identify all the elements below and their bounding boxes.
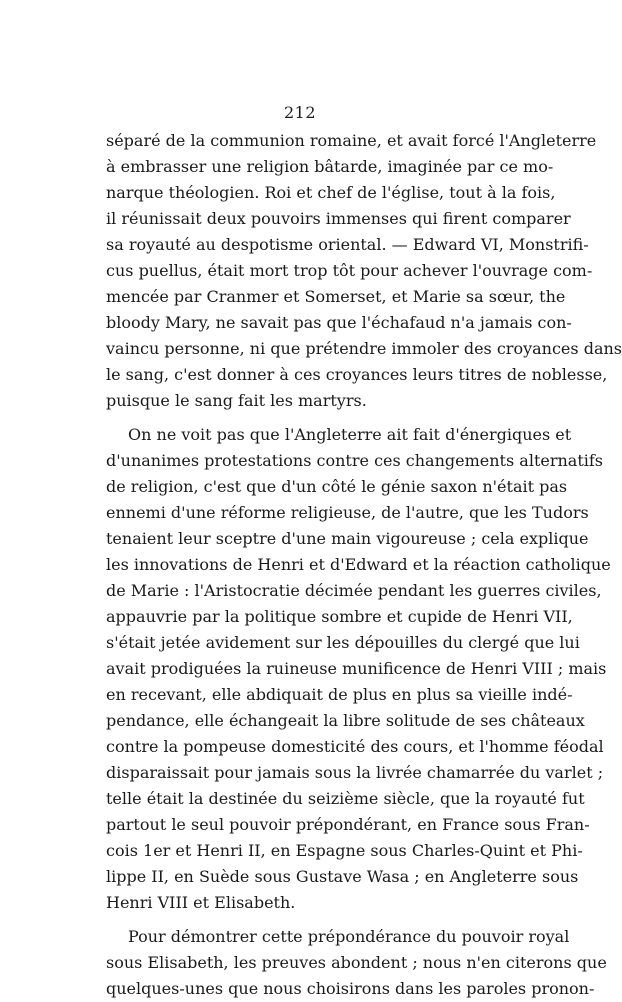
text-line: puisque le sang fait les martyrs. — [106, 391, 367, 410]
text-line: telle était la destinée du seizième siècle, que la royauté fut — [106, 789, 585, 808]
text-line: de religion, c'est que d'un côté le génie saxon n'était pas — [106, 477, 568, 496]
text-line: contre la pompeuse domesticité des cours, et l'homme féodal — [106, 737, 604, 756]
text-line: pendance, elle échangeait la libre solitude de ses châteaux — [106, 711, 585, 730]
text-line: s'était jetée avidement sur les dépouilles du clergé que lui — [106, 633, 580, 652]
text-line: partout le seul pouvoir prépondérant, en France sous Fran- — [106, 815, 590, 834]
text-line: quelques-unes que nous choisirons dans les paroles pronon- — [106, 979, 595, 998]
text-line: les innovations de Henri et d'Edward et la réaction catholique — [106, 555, 611, 574]
body-text — [106, 128, 622, 1002]
text-line: d'unanimes protestations contre ces changements alternatifs — [106, 451, 604, 470]
text-line: sa royauté au despotisme oriental. — Edward VI, Monstrifi- — [106, 235, 589, 254]
text-line: appauvrie par la politique sombre et cupide de Henri VII, — [106, 607, 573, 626]
paragraph-1 — [106, 128, 622, 414]
text-line: ennemi d'une réforme religieuse, de l'autre, que les Tudors — [106, 503, 589, 522]
text-line: vaincu personne, ni que prétendre immoler des croyances dans — [106, 339, 622, 358]
text-line: en recevant, elle abdiquait de plus en plus sa vieille indé- — [106, 685, 573, 704]
text-line: narque théologien. Roi et chef de l'église, tout à la fois, — [106, 183, 556, 202]
text-line: avait prodiguées la ruineuse munificence de Henri VIII ; mais — [106, 659, 607, 678]
paragraph-2 — [106, 422, 611, 916]
text-line: Pour démontrer cette prépondérance du pouvoir royal — [128, 927, 570, 946]
text-line: mencée par Cranmer et Somerset, et Marie sa sœur, the — [106, 287, 566, 306]
text-line: sous Elisabeth, les preuves abondent ; nous n'en citerons que — [106, 953, 607, 972]
paragraph-3 — [106, 924, 607, 1002]
text-line: il réunissait deux pouvoirs immenses qui firent comparer — [106, 209, 571, 228]
page-number: 212 — [283, 103, 317, 122]
text-line: On ne voit pas que l'Angleterre ait fait d'énergiques et — [128, 425, 572, 444]
text-line: cois 1er et Henri II, en Espagne sous Charles-Quint et Phi- — [106, 841, 583, 860]
text-line: de Marie : l'Aristocratie décimée pendant les guerres civiles, — [106, 581, 602, 600]
text-line: lippe II, en Suède sous Gustave Wasa ; en Angleterre sous — [106, 867, 579, 886]
text-line: bloody Mary, ne savait pas que l'échafaud n'a jamais con- — [106, 313, 572, 332]
text-line: Henri VIII et Elisabeth. — [106, 893, 296, 912]
text-line: le sang, c'est donner à ces croyances leurs titres de noblesse, — [106, 365, 608, 384]
text-line: à embrasser une religion bâtarde, imaginée par ce mo- — [106, 157, 554, 176]
text-line: tenaient leur sceptre d'une main vigoureuse ; cela explique — [106, 529, 589, 548]
text-line: séparé de la communion romaine, et avait forcé l'Angleterre — [106, 131, 597, 150]
text-line: cus puellus, était mort trop tôt pour achever l'ouvrage com- — [106, 261, 593, 280]
text-line: disparaissait pour jamais sous la livrée chamarrée du varlet ; — [106, 763, 604, 782]
